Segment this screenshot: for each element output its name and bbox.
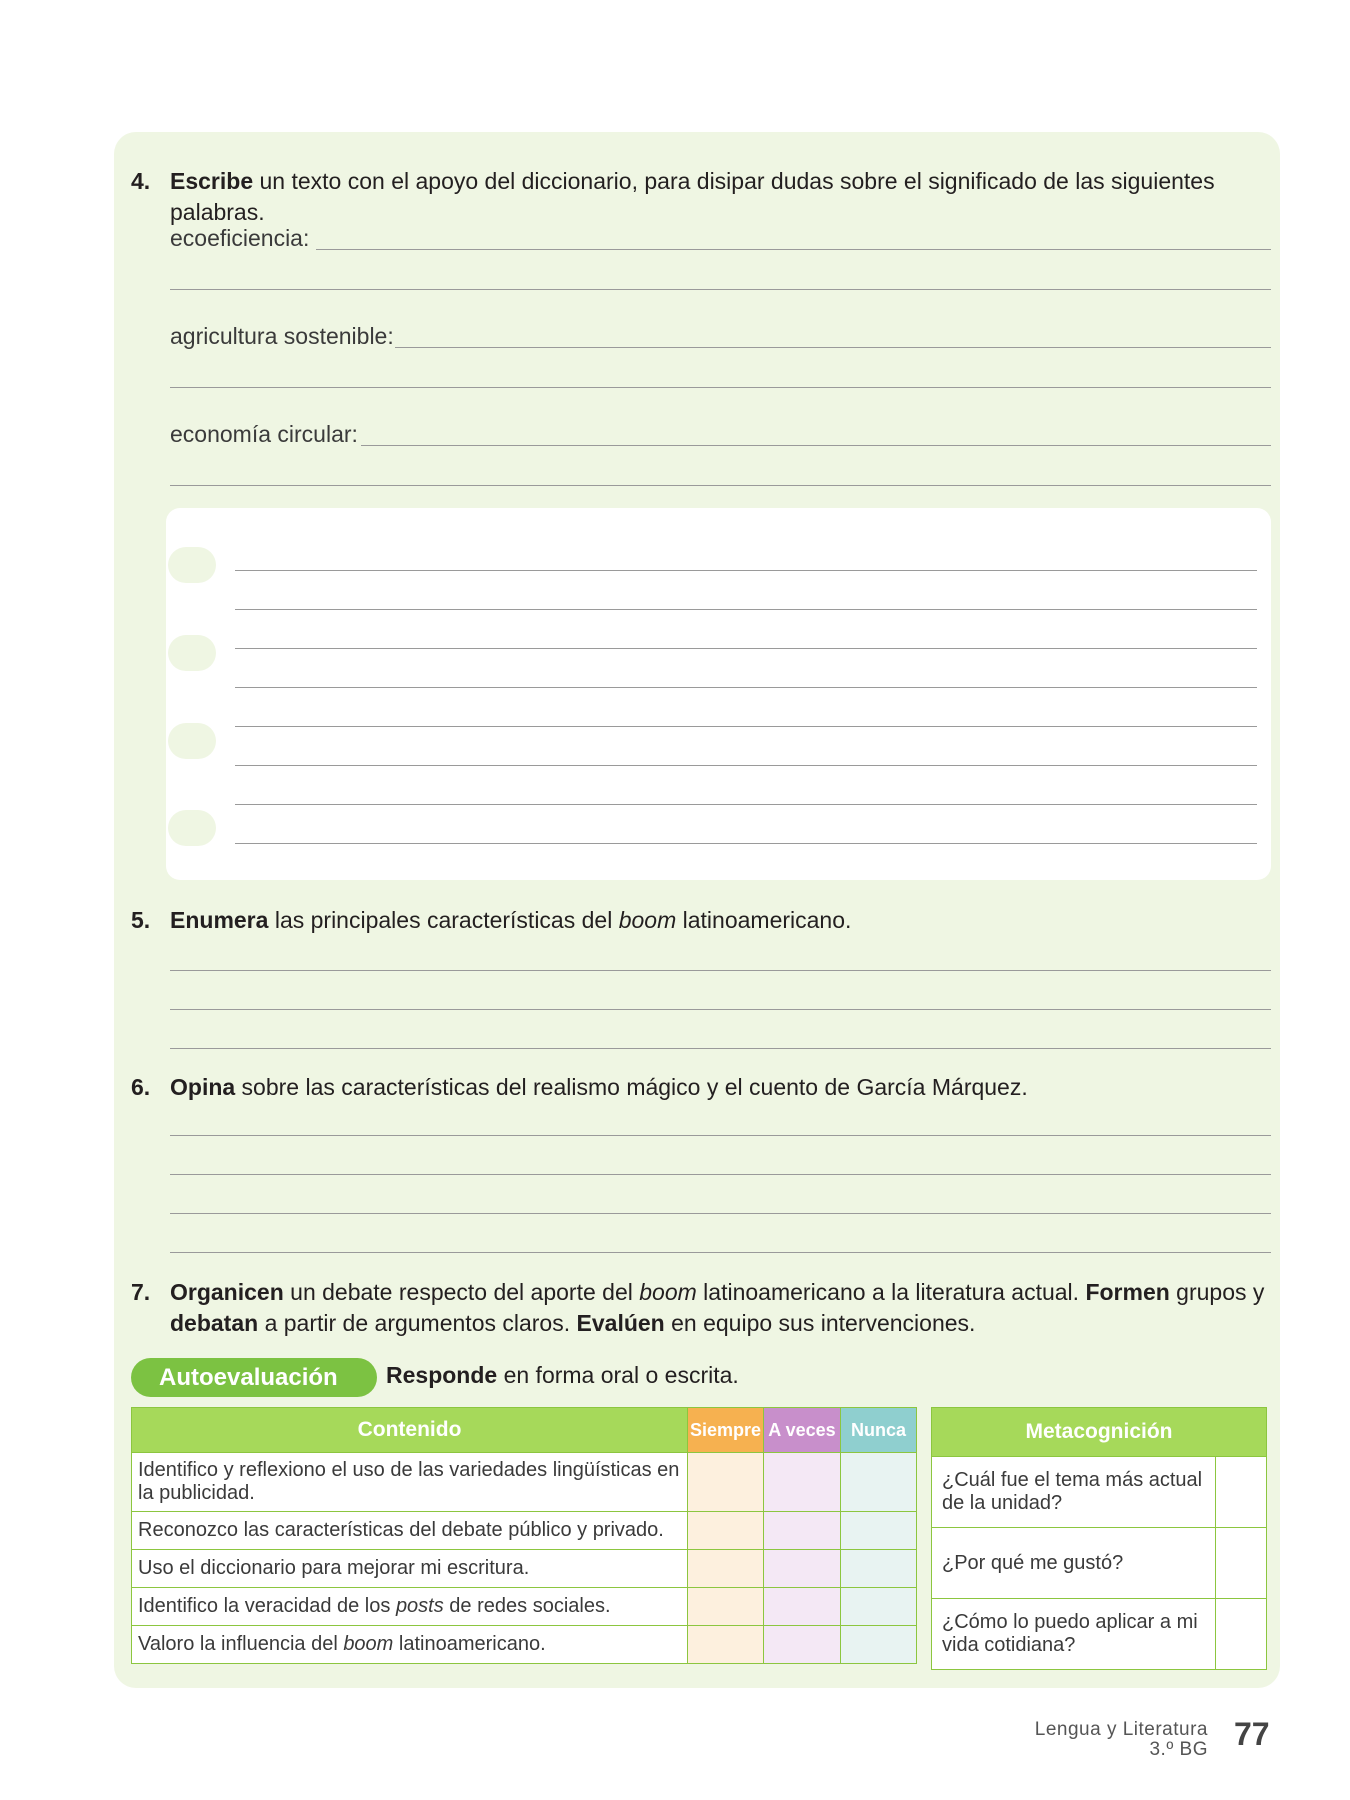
- term-ecoeficiencia: ecoeficiencia:: [170, 225, 310, 251]
- answer-line[interactable]: [170, 1174, 1271, 1175]
- header-siempre: Siempre: [688, 1408, 764, 1453]
- row-criterion: Uso el diccionario para mejorar mi escritura.: [132, 1550, 688, 1588]
- question-verb: Formen: [1085, 1279, 1170, 1305]
- criterion-italic: posts: [395, 1595, 444, 1617]
- notebook-line[interactable]: [235, 648, 1257, 649]
- question-number: 5.: [131, 907, 151, 933]
- row-criterion: [132, 1588, 688, 1626]
- question-text: las principales características del: [268, 907, 619, 933]
- answer-cell[interactable]: [1216, 1528, 1267, 1599]
- answer-line[interactable]: [170, 1213, 1271, 1214]
- instruction-verb: Responde: [386, 1362, 498, 1388]
- notebook-ring-hole: [168, 810, 216, 846]
- header-a-veces: A veces: [764, 1408, 841, 1453]
- metacognition-question: ¿Por qué me gustó?: [932, 1528, 1216, 1599]
- notebook-line[interactable]: [235, 687, 1257, 688]
- row-criterion: Identifico y reflexiono el uso de las variedades lingüísticas en la publicidad.: [132, 1453, 688, 1512]
- question-number: 7.: [131, 1279, 151, 1305]
- question-text: sobre las características del realismo mágico y el cuento de García Márquez.: [235, 1074, 1028, 1100]
- answer-line[interactable]: [316, 249, 1271, 250]
- header-contenido: Contenido: [132, 1408, 688, 1453]
- siempre-cell[interactable]: [688, 1453, 764, 1512]
- siempre-cell[interactable]: [688, 1588, 764, 1626]
- metacognition-table: [931, 1407, 1267, 1670]
- criterion-text: Valoro la influencia del: [138, 1633, 344, 1655]
- question-italic: boom: [618, 907, 677, 933]
- nunca-cell[interactable]: [841, 1550, 917, 1588]
- question-number: 4.: [131, 168, 151, 194]
- question-verb: Escribe: [170, 168, 254, 194]
- a-veces-cell[interactable]: [764, 1550, 841, 1588]
- answer-line[interactable]: [395, 347, 1271, 348]
- notebook-line[interactable]: [235, 570, 1257, 571]
- question-verb: Evalúen: [576, 1310, 665, 1336]
- header-nunca: Nunca: [841, 1408, 917, 1453]
- table-row: [132, 1626, 917, 1664]
- self-assessment-table: [131, 1407, 917, 1664]
- answer-line[interactable]: [170, 1135, 1271, 1136]
- a-veces-cell[interactable]: [764, 1453, 841, 1512]
- autoevaluacion-instruction: [386, 1362, 739, 1389]
- question-verb: Opina: [170, 1074, 236, 1100]
- answer-line[interactable]: [170, 289, 1271, 290]
- term-agricultura-sostenible: agricultura sostenible:: [170, 323, 394, 349]
- siempre-cell[interactable]: [688, 1626, 764, 1664]
- table-row: [132, 1512, 917, 1550]
- question-text: grupos y: [1169, 1279, 1265, 1305]
- siempre-cell[interactable]: [688, 1550, 764, 1588]
- header-metacognicion: Metacognición: [932, 1408, 1267, 1457]
- question-number: 6.: [131, 1074, 151, 1100]
- metacognition-question: ¿Cuál fue el tema más actual de la unidad?: [932, 1457, 1216, 1528]
- question-text: un texto con el apoyo del diccionario, para disipar dudas sobre el significado de las siguientes palabras.: [170, 168, 1215, 225]
- answer-line[interactable]: [170, 970, 1271, 971]
- siempre-cell[interactable]: [688, 1512, 764, 1550]
- answer-line[interactable]: [170, 485, 1271, 486]
- table-row: [132, 1550, 917, 1588]
- notebook-line[interactable]: [235, 609, 1257, 610]
- notebook-writing-area: [166, 508, 1271, 880]
- question-verb: debatan: [170, 1310, 259, 1336]
- notebook-ring-hole: [168, 547, 216, 583]
- a-veces-cell[interactable]: [764, 1512, 841, 1550]
- row-criterion: Reconozco las características del debate público y privado.: [132, 1512, 688, 1550]
- answer-line[interactable]: [170, 1252, 1271, 1253]
- page-number: 77: [1234, 1716, 1270, 1752]
- criterion-text: de redes sociales.: [443, 1595, 611, 1617]
- grade-label: 3.º BG: [1149, 1739, 1208, 1760]
- notebook-line[interactable]: [235, 765, 1257, 766]
- a-veces-cell[interactable]: [764, 1626, 841, 1664]
- nunca-cell[interactable]: [841, 1453, 917, 1512]
- answer-line[interactable]: [170, 1009, 1271, 1010]
- question-italic: boom: [639, 1279, 697, 1305]
- question-verb: Organicen: [170, 1279, 284, 1305]
- question-text: latinoamericano a la literatura actual.: [696, 1279, 1086, 1305]
- table-row: [132, 1588, 917, 1626]
- nunca-cell[interactable]: [841, 1626, 917, 1664]
- question-text: un debate respecto del aporte del: [283, 1279, 640, 1305]
- table-header-row: [932, 1408, 1267, 1457]
- criterion-text: Identifico la veracidad de los: [138, 1595, 396, 1617]
- answer-line[interactable]: [361, 445, 1271, 446]
- row-criterion: [132, 1626, 688, 1664]
- nunca-cell[interactable]: [841, 1512, 917, 1550]
- question-verb: Enumera: [170, 907, 269, 933]
- a-veces-cell[interactable]: [764, 1588, 841, 1626]
- answer-cell[interactable]: [1216, 1457, 1267, 1528]
- footer-subject: [1035, 1720, 1208, 1760]
- notebook-line[interactable]: [235, 804, 1257, 805]
- table-row: [932, 1457, 1267, 1528]
- notebook-line[interactable]: [235, 726, 1257, 727]
- nunca-cell[interactable]: [841, 1588, 917, 1626]
- question-text: a partir de argumentos claros.: [258, 1310, 577, 1336]
- criterion-italic: boom: [343, 1633, 394, 1655]
- instruction-text: en forma oral o escrita.: [497, 1362, 739, 1388]
- table-row: [932, 1599, 1267, 1670]
- answer-cell[interactable]: [1216, 1599, 1267, 1670]
- table-header-row: [132, 1408, 917, 1453]
- table-row: [932, 1528, 1267, 1599]
- notebook-ring-hole: [168, 723, 216, 759]
- answer-line[interactable]: [170, 387, 1271, 388]
- metacognition-question: ¿Cómo lo puedo aplicar a mi vida cotidiana?: [932, 1599, 1216, 1670]
- term-economia-circular: economía circular:: [170, 421, 358, 447]
- question-text: en equipo sus intervenciones.: [664, 1310, 976, 1336]
- answer-line[interactable]: [170, 1048, 1271, 1049]
- table-row: [132, 1453, 917, 1512]
- criterion-text: latinoamericano.: [393, 1633, 546, 1655]
- notebook-line[interactable]: [235, 843, 1257, 844]
- question-text: latinoamericano.: [676, 907, 852, 933]
- notebook-ring-hole: [168, 635, 216, 671]
- autoevaluacion-badge: Autoevaluación: [131, 1358, 377, 1397]
- subject-name: Lengua y Literatura: [1034, 1719, 1208, 1740]
